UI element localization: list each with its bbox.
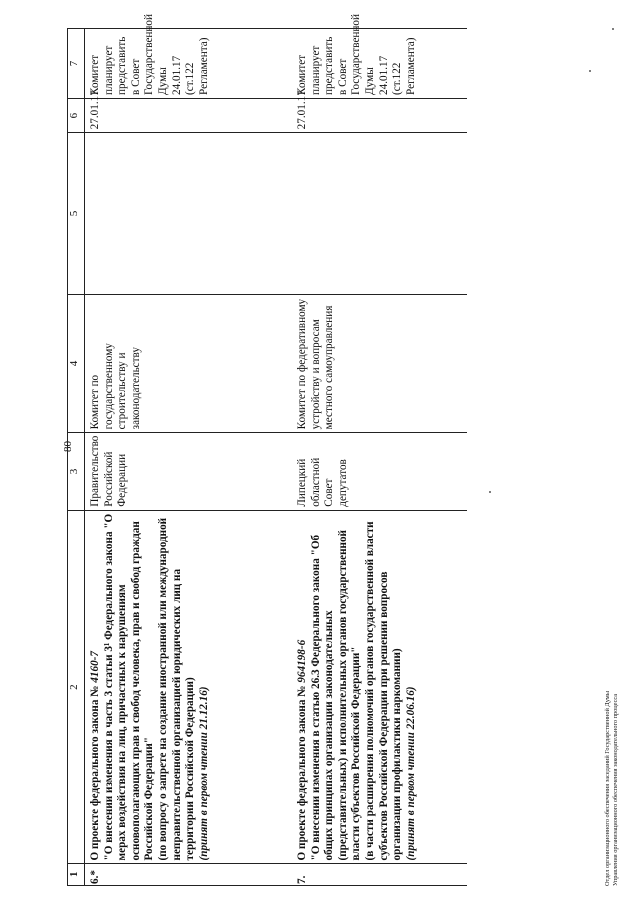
responsible-committee: Комитет по федеративному устройству и вопросам местного самоуправления xyxy=(288,294,467,433)
column-header-1: 1 xyxy=(68,864,85,886)
responsible-committee: Комитет по государственному строительству и законодательству xyxy=(85,294,289,433)
initiator: Правительство Российской Федерации xyxy=(85,433,289,510)
column-header-2: 2 xyxy=(68,510,85,864)
bill-title: "О внесении изменения в статью 26.3 Федерального закона "Об общих принципах организации законодательных (представительных) и исполнительных органов государственной власти субъектов Российской Федерации" xyxy=(309,529,363,861)
footer-department xyxy=(604,586,620,886)
bill-intro: О проекте федерального закона № xyxy=(296,682,308,861)
scan-speck xyxy=(489,491,491,493)
column-header-3: 3 xyxy=(68,433,85,510)
page-number: 80 xyxy=(62,441,74,452)
bill-title: "О внесении изменения в часть 3 статьи 3¹ Федерального закона "О мерах воздействия на лиц, причастных к нарушениям основополагающих прав и свобод человека, прав и свобод граждан Российской Федерации" xyxy=(102,513,156,861)
bill-number: 964198-6 xyxy=(296,639,308,683)
date-cell: 27.01.17 xyxy=(85,98,289,132)
bill-description xyxy=(288,510,467,864)
column-header-7: 7 xyxy=(68,29,85,99)
scan-speck xyxy=(589,70,591,72)
scan-speck xyxy=(612,28,614,30)
column-header-4: 4 xyxy=(68,294,85,433)
agenda-table xyxy=(67,14,467,886)
row-number: 6.* xyxy=(85,864,289,886)
bill-reading-status: (принят в первом чтении 21.12.16) xyxy=(197,686,210,861)
table-row xyxy=(85,29,289,886)
bill-note: (по вопросу о запрете на создание иностранной или международной неправительственной организацией юридических лиц на территории Российской Федерации) xyxy=(156,517,197,861)
committee-plan: Комитет планирует представить в Совет Государственной Думы 24.01.17 (ст.122 Регламента) xyxy=(85,29,289,99)
row-number: 7. xyxy=(288,864,467,886)
column-header-6: 6 xyxy=(68,98,85,132)
column-5-cell xyxy=(85,133,289,294)
date-cell: 27.01.17 xyxy=(288,98,467,132)
initiator: Липецкий областной Совет депутатов xyxy=(288,433,467,510)
bill-note: (в части расширения полномочий органов государственной власти субъектов Российской Федерации при решении вопросов организации профилактики наркомании) xyxy=(363,521,404,861)
agenda-table-sheet xyxy=(67,14,417,886)
bill-reading-status: (принят в первом чтении 22.06.16) xyxy=(404,686,417,861)
footer-line-1: Отдел организационного обеспечения заседаний Государственной Думы xyxy=(604,691,611,886)
footer-line-2: Управления организационного обеспечения законодательного процесса xyxy=(612,693,619,886)
column-5-cell xyxy=(288,133,467,294)
column-numbers-row xyxy=(68,29,85,886)
bill-intro: О проекте федерального закона № xyxy=(89,682,101,861)
column-header-5: 5 xyxy=(68,133,85,294)
table-row xyxy=(288,29,467,886)
bill-description xyxy=(85,510,289,864)
committee-plan: Комитет планирует представить в Совет Государственной Думы 24.01.17 (ст.122 Регламента) xyxy=(288,29,467,99)
bill-number: 4160-7 xyxy=(89,650,101,683)
